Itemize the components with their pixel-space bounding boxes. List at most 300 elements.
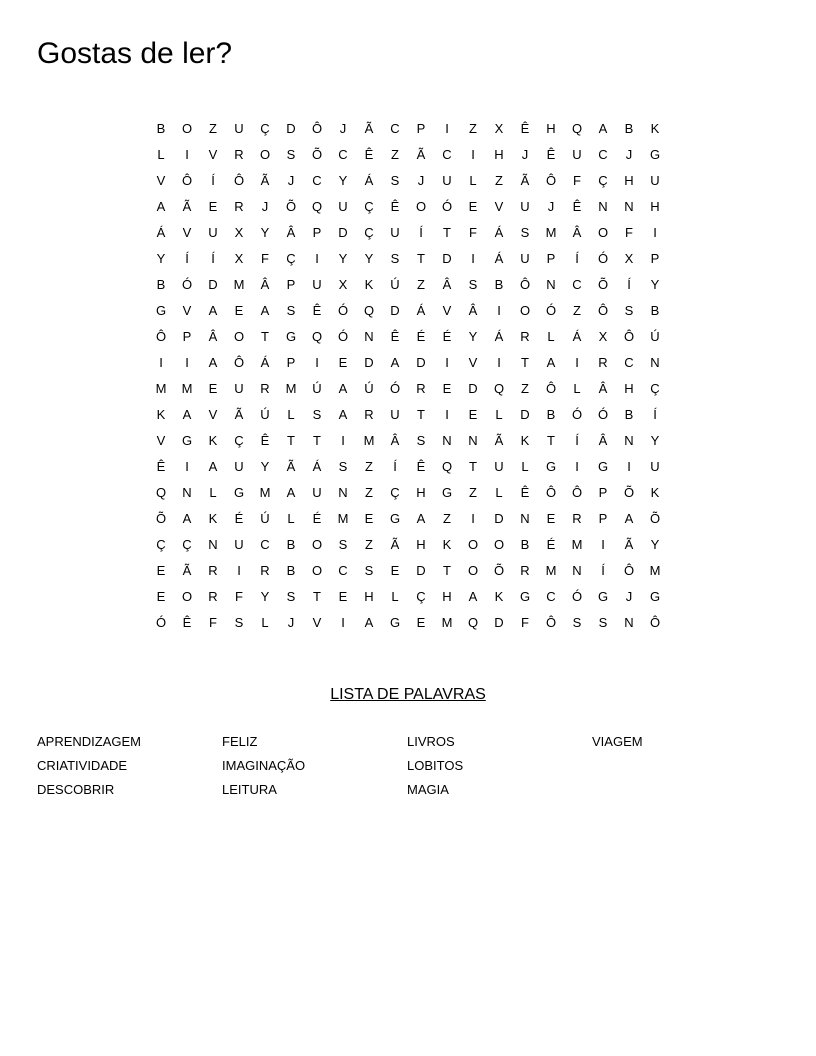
grid-letter[interactable]: N xyxy=(364,329,374,344)
grid-letter[interactable]: N xyxy=(624,615,634,630)
grid-letter[interactable]: U xyxy=(390,407,400,422)
grid-letter[interactable]: Y xyxy=(468,329,478,344)
grid-letter[interactable]: J xyxy=(339,121,347,136)
grid-letter[interactable]: M xyxy=(571,537,583,552)
grid-letter[interactable]: G xyxy=(597,589,609,604)
grid-letter[interactable]: Ç xyxy=(364,199,374,214)
grid-letter[interactable]: S xyxy=(234,615,244,630)
grid-letter[interactable]: U xyxy=(312,485,322,500)
grid-letter[interactable]: C xyxy=(598,147,608,162)
grid-letter[interactable]: O xyxy=(181,589,193,604)
grid-letter[interactable]: L xyxy=(573,381,581,396)
grid-letter[interactable]: E xyxy=(546,511,556,526)
grid-letter[interactable]: Ã xyxy=(520,173,530,188)
grid-letter[interactable]: H xyxy=(416,485,426,500)
grid-letter[interactable]: M xyxy=(649,563,661,578)
grid-letter[interactable]: Â xyxy=(286,225,296,240)
grid-letter[interactable]: N xyxy=(442,433,452,448)
grid-letter[interactable]: Ô xyxy=(519,277,531,292)
grid-letter[interactable]: R xyxy=(598,355,608,370)
grid-letter[interactable]: Ê xyxy=(520,485,530,500)
grid-letter[interactable]: Z xyxy=(365,485,373,500)
grid-letter[interactable]: S xyxy=(338,459,348,474)
grid-letter[interactable]: A xyxy=(286,485,296,500)
grid-letter[interactable]: Á xyxy=(494,251,504,266)
grid-letter[interactable]: R xyxy=(208,563,218,578)
grid-letter[interactable]: D xyxy=(416,355,426,370)
grid-letter[interactable]: X xyxy=(234,251,244,266)
grid-letter[interactable]: K xyxy=(156,407,166,422)
grid-letter[interactable]: V xyxy=(156,433,166,448)
grid-letter[interactable]: F xyxy=(235,589,243,604)
grid-letter[interactable]: B xyxy=(286,537,296,552)
grid-letter[interactable]: R xyxy=(364,407,374,422)
grid-letter[interactable]: L xyxy=(391,589,399,604)
grid-letter[interactable]: G xyxy=(649,589,661,604)
grid-letter[interactable]: G xyxy=(519,589,531,604)
grid-letter[interactable]: O xyxy=(415,199,427,214)
grid-letter[interactable]: J xyxy=(625,147,633,162)
grid-letter[interactable]: Í xyxy=(185,251,189,266)
grid-letter[interactable]: É xyxy=(234,511,244,526)
grid-letter[interactable]: N xyxy=(208,537,218,552)
grid-letter[interactable]: B xyxy=(494,277,504,292)
grid-letter[interactable]: I xyxy=(445,407,449,422)
grid-letter[interactable]: Ú xyxy=(312,381,322,396)
grid-letter[interactable]: Â xyxy=(598,433,608,448)
grid-letter[interactable]: G xyxy=(181,433,193,448)
grid-letter[interactable]: I xyxy=(471,511,475,526)
grid-letter[interactable]: J xyxy=(287,615,295,630)
grid-letter[interactable]: X xyxy=(598,329,608,344)
grid-letter[interactable]: O xyxy=(311,537,323,552)
grid-letter[interactable]: R xyxy=(416,381,426,396)
grid-letter[interactable]: K xyxy=(208,433,218,448)
grid-letter[interactable]: E xyxy=(416,615,426,630)
grid-letter[interactable]: X xyxy=(494,121,504,136)
grid-letter[interactable]: S xyxy=(390,173,400,188)
grid-letter[interactable]: U xyxy=(650,459,660,474)
grid-letter[interactable]: Q xyxy=(363,303,375,318)
grid-letter[interactable]: Ó xyxy=(597,407,609,422)
grid-letter[interactable]: Ó xyxy=(571,407,583,422)
grid-letter[interactable]: O xyxy=(467,537,479,552)
grid-letter[interactable]: L xyxy=(287,511,295,526)
grid-letter[interactable]: H xyxy=(624,381,634,396)
grid-letter[interactable]: Y xyxy=(338,251,348,266)
grid-letter[interactable]: S xyxy=(416,433,426,448)
grid-letter[interactable]: V xyxy=(312,615,322,630)
grid-letter[interactable]: Ç xyxy=(182,537,192,552)
grid-letter[interactable]: Í xyxy=(601,563,605,578)
grid-letter[interactable]: Z xyxy=(443,511,451,526)
grid-letter[interactable]: Ô xyxy=(545,173,557,188)
grid-letter[interactable]: Q xyxy=(441,459,453,474)
grid-letter[interactable]: S xyxy=(572,615,582,630)
grid-letter[interactable]: K xyxy=(208,511,218,526)
grid-letter[interactable]: É xyxy=(416,329,426,344)
grid-letter[interactable]: N xyxy=(468,433,478,448)
grid-letter[interactable]: M xyxy=(233,277,245,292)
grid-letter[interactable]: I xyxy=(497,303,501,318)
grid-letter[interactable]: R xyxy=(520,329,530,344)
grid-letter[interactable]: Ó xyxy=(337,329,349,344)
grid-letter[interactable]: Ô xyxy=(545,615,557,630)
grid-letter[interactable]: M xyxy=(545,225,557,240)
grid-letter[interactable]: U xyxy=(520,199,530,214)
grid-letter[interactable]: H xyxy=(546,121,556,136)
grid-letter[interactable]: M xyxy=(363,433,375,448)
grid-letter[interactable]: A xyxy=(182,511,192,526)
grid-letter[interactable]: L xyxy=(157,147,165,162)
grid-letter[interactable]: O xyxy=(259,147,271,162)
grid-letter[interactable]: M xyxy=(181,381,193,396)
grid-letter[interactable]: C xyxy=(390,121,400,136)
grid-letter[interactable]: L xyxy=(469,173,477,188)
grid-letter[interactable]: Q xyxy=(467,615,479,630)
grid-letter[interactable]: H xyxy=(624,173,634,188)
grid-letter[interactable]: I xyxy=(471,147,475,162)
grid-letter[interactable]: S xyxy=(390,251,400,266)
grid-letter[interactable]: A xyxy=(156,199,166,214)
grid-letter[interactable]: É xyxy=(546,537,556,552)
grid-letter[interactable]: R xyxy=(260,563,270,578)
grid-letter[interactable]: Â xyxy=(572,225,582,240)
grid-letter[interactable]: T xyxy=(521,355,529,370)
grid-letter[interactable]: S xyxy=(520,225,530,240)
grid-letter[interactable]: O xyxy=(311,563,323,578)
grid-letter[interactable]: Ó xyxy=(389,381,401,396)
grid-letter[interactable]: Y xyxy=(364,251,374,266)
grid-letter[interactable]: U xyxy=(234,459,244,474)
grid-letter[interactable]: A xyxy=(338,381,348,396)
grid-letter[interactable]: Ô xyxy=(571,485,583,500)
grid-letter[interactable]: F xyxy=(573,173,581,188)
grid-letter[interactable]: Ã xyxy=(494,433,504,448)
grid-letter[interactable]: Y xyxy=(338,173,348,188)
grid-letter[interactable]: K xyxy=(442,537,452,552)
grid-letter[interactable]: A xyxy=(260,303,270,318)
grid-letter[interactable]: M xyxy=(259,485,271,500)
grid-letter[interactable]: O xyxy=(233,329,245,344)
grid-letter[interactable]: I xyxy=(627,459,631,474)
grid-letter[interactable]: H xyxy=(442,589,452,604)
grid-letter[interactable]: J xyxy=(261,199,269,214)
grid-letter[interactable]: Z xyxy=(365,537,373,552)
grid-letter[interactable]: I xyxy=(185,459,189,474)
grid-letter[interactable]: A xyxy=(208,303,218,318)
grid-letter[interactable]: Ç xyxy=(260,121,270,136)
grid-letter[interactable]: Á xyxy=(416,303,426,318)
grid-letter[interactable]: D xyxy=(416,563,426,578)
grid-letter[interactable]: Y xyxy=(650,537,660,552)
grid-letter[interactable]: U xyxy=(572,147,582,162)
grid-letter[interactable]: R xyxy=(260,381,270,396)
grid-letter[interactable]: Õ xyxy=(623,485,635,500)
grid-letter[interactable]: Ô xyxy=(233,173,245,188)
grid-letter[interactable]: Ó xyxy=(597,251,609,266)
grid-letter[interactable]: Í xyxy=(419,225,423,240)
grid-letter[interactable]: Y xyxy=(650,433,660,448)
grid-letter[interactable]: R xyxy=(208,589,218,604)
grid-letter[interactable]: P xyxy=(286,277,296,292)
grid-letter[interactable]: M xyxy=(545,563,557,578)
grid-letter[interactable]: Z xyxy=(209,121,217,136)
grid-letter[interactable]: K xyxy=(364,277,374,292)
grid-letter[interactable]: Z xyxy=(391,147,399,162)
grid-letter[interactable]: D xyxy=(494,615,504,630)
grid-letter[interactable]: D xyxy=(468,381,478,396)
grid-letter[interactable]: B xyxy=(156,121,166,136)
grid-letter[interactable]: N xyxy=(520,511,530,526)
grid-letter[interactable]: Ê xyxy=(364,147,374,162)
grid-letter[interactable]: Ê xyxy=(312,303,322,318)
grid-letter[interactable]: C xyxy=(442,147,452,162)
grid-letter[interactable]: Õ xyxy=(285,199,297,214)
grid-letter[interactable]: Í xyxy=(393,459,397,474)
grid-letter[interactable]: Õ xyxy=(649,511,661,526)
grid-letter[interactable]: Ã xyxy=(416,147,426,162)
grid-letter[interactable]: Õ xyxy=(155,511,167,526)
grid-letter[interactable]: I xyxy=(575,459,579,474)
grid-letter[interactable]: A xyxy=(390,355,400,370)
grid-letter[interactable]: R xyxy=(572,511,582,526)
grid-letter[interactable]: V xyxy=(468,355,478,370)
grid-letter[interactable]: G xyxy=(545,459,557,474)
grid-letter[interactable]: E xyxy=(442,381,452,396)
grid-letter[interactable]: S xyxy=(312,407,322,422)
grid-letter[interactable]: K xyxy=(494,589,504,604)
grid-letter[interactable]: B xyxy=(624,407,634,422)
grid-letter[interactable]: V xyxy=(208,147,218,162)
grid-letter[interactable]: L xyxy=(547,329,555,344)
grid-letter[interactable]: Ó xyxy=(571,589,583,604)
grid-letter[interactable]: F xyxy=(521,615,529,630)
grid-letter[interactable]: A xyxy=(624,511,634,526)
grid-letter[interactable]: E xyxy=(208,381,218,396)
grid-letter[interactable]: U xyxy=(234,537,244,552)
grid-letter[interactable]: Y xyxy=(260,459,270,474)
grid-letter[interactable]: Ô xyxy=(649,615,661,630)
grid-letter[interactable]: Á xyxy=(572,329,582,344)
grid-letter[interactable]: E xyxy=(156,589,166,604)
grid-letter[interactable]: A xyxy=(208,459,218,474)
grid-letter[interactable]: Ã xyxy=(182,199,192,214)
grid-letter[interactable]: Á xyxy=(260,355,270,370)
grid-letter[interactable]: C xyxy=(338,563,348,578)
grid-letter[interactable]: Í xyxy=(211,251,215,266)
grid-letter[interactable]: Â xyxy=(208,329,218,344)
grid-letter[interactable]: J xyxy=(417,173,425,188)
grid-letter[interactable]: X xyxy=(234,225,244,240)
grid-letter[interactable]: S xyxy=(468,277,478,292)
grid-letter[interactable]: K xyxy=(520,433,530,448)
grid-letter[interactable]: Ô xyxy=(545,381,557,396)
grid-letter[interactable]: Y xyxy=(260,589,270,604)
grid-letter[interactable]: U xyxy=(390,225,400,240)
grid-letter[interactable]: O xyxy=(519,303,531,318)
grid-letter[interactable]: D xyxy=(364,355,374,370)
grid-letter[interactable]: P xyxy=(286,355,296,370)
grid-letter[interactable]: T xyxy=(417,407,425,422)
grid-letter[interactable]: T xyxy=(443,225,451,240)
grid-letter[interactable]: B xyxy=(156,277,166,292)
grid-letter[interactable]: R xyxy=(520,563,530,578)
grid-letter[interactable]: Ç xyxy=(286,251,296,266)
grid-letter[interactable]: P xyxy=(416,121,426,136)
grid-letter[interactable]: É xyxy=(312,511,322,526)
grid-letter[interactable]: P xyxy=(182,329,192,344)
grid-letter[interactable]: S xyxy=(624,303,634,318)
grid-letter[interactable]: G xyxy=(441,485,453,500)
grid-letter[interactable]: U xyxy=(520,251,530,266)
grid-letter[interactable]: S xyxy=(286,589,296,604)
grid-letter[interactable]: T xyxy=(547,433,555,448)
grid-letter[interactable]: I xyxy=(185,355,189,370)
grid-letter[interactable]: E xyxy=(364,511,374,526)
grid-letter[interactable]: D xyxy=(390,303,400,318)
grid-letter[interactable]: Ê xyxy=(572,199,582,214)
grid-letter[interactable]: G xyxy=(649,147,661,162)
grid-letter[interactable]: Ê xyxy=(182,615,192,630)
grid-letter[interactable]: Y xyxy=(650,277,660,292)
grid-letter[interactable]: Í xyxy=(211,173,215,188)
grid-letter[interactable]: Ê xyxy=(546,147,556,162)
grid-letter[interactable]: Ã xyxy=(260,173,270,188)
grid-letter[interactable]: B xyxy=(546,407,556,422)
grid-letter[interactable]: C xyxy=(624,355,634,370)
grid-letter[interactable]: V xyxy=(208,407,218,422)
grid-letter[interactable]: T xyxy=(469,459,477,474)
grid-letter[interactable]: I xyxy=(237,563,241,578)
grid-letter[interactable]: V xyxy=(182,225,192,240)
grid-letter[interactable]: P xyxy=(598,485,608,500)
grid-letter[interactable]: D xyxy=(520,407,530,422)
grid-letter[interactable]: Õ xyxy=(311,147,323,162)
grid-letter[interactable]: G xyxy=(155,303,167,318)
grid-letter[interactable]: Q xyxy=(571,121,583,136)
grid-letter[interactable]: E xyxy=(208,199,218,214)
grid-letter[interactable]: A xyxy=(546,355,556,370)
grid-letter[interactable]: J xyxy=(521,147,529,162)
grid-letter[interactable]: Q xyxy=(493,381,505,396)
grid-letter[interactable]: M xyxy=(285,381,297,396)
grid-letter[interactable]: I xyxy=(653,225,657,240)
grid-letter[interactable]: Ç xyxy=(390,485,400,500)
grid-letter[interactable]: Ê xyxy=(390,329,400,344)
grid-letter[interactable]: I xyxy=(471,251,475,266)
grid-letter[interactable]: P xyxy=(650,251,660,266)
grid-letter[interactable]: A xyxy=(416,511,426,526)
grid-letter[interactable]: F xyxy=(625,225,633,240)
grid-letter[interactable]: Ê xyxy=(156,459,166,474)
grid-letter[interactable]: G xyxy=(389,511,401,526)
grid-letter[interactable]: Z xyxy=(521,381,529,396)
grid-letter[interactable]: I xyxy=(497,355,501,370)
grid-letter[interactable]: L xyxy=(495,485,503,500)
grid-letter[interactable]: D xyxy=(494,511,504,526)
grid-letter[interactable]: F xyxy=(469,225,477,240)
grid-letter[interactable]: B xyxy=(624,121,634,136)
grid-letter[interactable]: I xyxy=(159,355,163,370)
grid-letter[interactable]: I xyxy=(601,537,605,552)
grid-letter[interactable]: Á xyxy=(156,225,166,240)
grid-letter[interactable]: L xyxy=(521,459,529,474)
grid-letter[interactable]: A xyxy=(468,589,478,604)
grid-letter[interactable]: A xyxy=(598,121,608,136)
grid-letter[interactable]: Z xyxy=(417,277,425,292)
grid-letter[interactable]: Ã xyxy=(234,407,244,422)
grid-letter[interactable]: I xyxy=(341,615,345,630)
grid-letter[interactable]: Â xyxy=(598,381,608,396)
grid-letter[interactable]: J xyxy=(287,173,295,188)
grid-letter[interactable]: C xyxy=(338,147,348,162)
grid-letter[interactable]: G xyxy=(233,485,245,500)
grid-letter[interactable]: Â xyxy=(260,277,270,292)
grid-letter[interactable]: R xyxy=(234,199,244,214)
grid-letter[interactable]: D xyxy=(208,277,218,292)
grid-letter[interactable]: O xyxy=(493,537,505,552)
grid-letter[interactable]: U xyxy=(650,173,660,188)
grid-letter[interactable]: É xyxy=(442,329,452,344)
grid-letter[interactable]: Í xyxy=(653,407,657,422)
grid-letter[interactable]: E xyxy=(156,563,166,578)
grid-letter[interactable]: Z xyxy=(573,303,581,318)
grid-letter[interactable]: Ó xyxy=(441,199,453,214)
grid-letter[interactable]: T xyxy=(313,589,321,604)
grid-letter[interactable]: Y xyxy=(260,225,270,240)
grid-letter[interactable]: D xyxy=(338,225,348,240)
grid-letter[interactable]: J xyxy=(547,199,555,214)
grid-letter[interactable]: Ô xyxy=(623,563,635,578)
grid-letter[interactable]: Ê xyxy=(390,199,400,214)
grid-letter[interactable]: Ç xyxy=(234,433,244,448)
grid-letter[interactable]: H xyxy=(494,147,504,162)
grid-letter[interactable]: N xyxy=(572,563,582,578)
grid-letter[interactable]: Q xyxy=(155,485,167,500)
grid-letter[interactable]: E xyxy=(234,303,244,318)
grid-letter[interactable]: Q xyxy=(311,199,323,214)
grid-letter[interactable]: I xyxy=(445,121,449,136)
grid-letter[interactable]: Ú xyxy=(260,511,270,526)
grid-letter[interactable]: U xyxy=(338,199,348,214)
grid-letter[interactable]: Q xyxy=(311,329,323,344)
grid-letter[interactable]: G xyxy=(597,459,609,474)
grid-letter[interactable]: S xyxy=(364,563,374,578)
grid-letter[interactable]: Õ xyxy=(597,277,609,292)
grid-letter[interactable]: O xyxy=(597,225,609,240)
grid-letter[interactable]: E xyxy=(390,563,400,578)
grid-letter[interactable]: A xyxy=(182,407,192,422)
grid-letter[interactable]: L xyxy=(261,615,269,630)
grid-letter[interactable]: Á xyxy=(312,459,322,474)
grid-letter[interactable]: M xyxy=(441,615,453,630)
grid-letter[interactable]: B xyxy=(520,537,530,552)
grid-letter[interactable]: Á xyxy=(364,173,374,188)
grid-letter[interactable]: H xyxy=(364,589,374,604)
grid-letter[interactable]: V xyxy=(156,173,166,188)
grid-letter[interactable]: C xyxy=(546,589,556,604)
grid-letter[interactable]: N xyxy=(624,199,634,214)
grid-letter[interactable]: Ú xyxy=(260,407,270,422)
grid-letter[interactable]: K xyxy=(650,485,660,500)
grid-letter[interactable]: B xyxy=(650,303,660,318)
grid-letter[interactable]: Ã xyxy=(624,537,634,552)
grid-letter[interactable]: U xyxy=(234,121,244,136)
grid-letter[interactable]: Õ xyxy=(493,563,505,578)
grid-letter[interactable]: Ã xyxy=(364,121,374,136)
grid-letter[interactable]: G xyxy=(389,615,401,630)
